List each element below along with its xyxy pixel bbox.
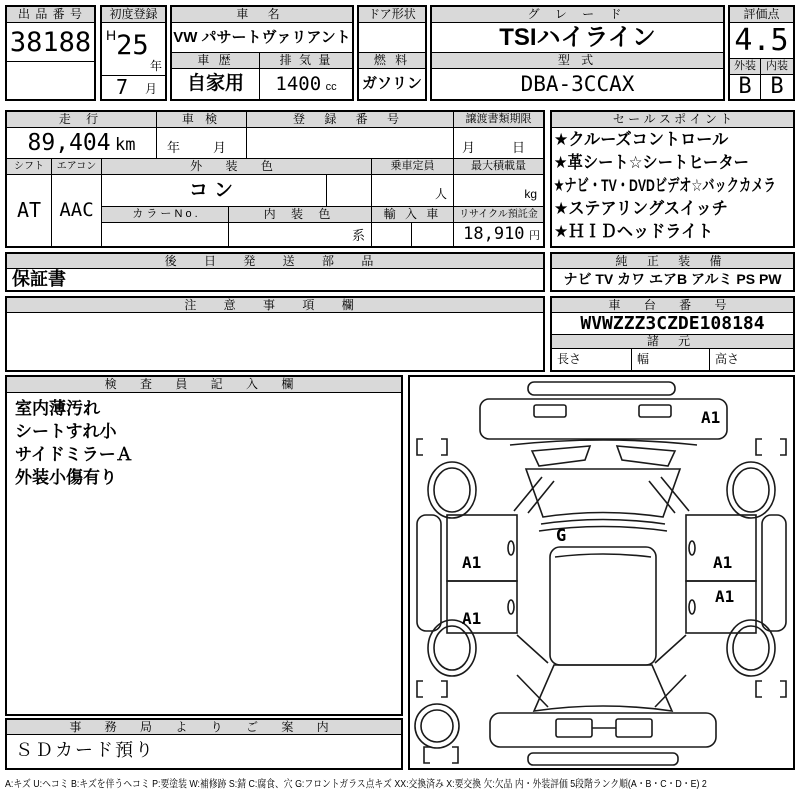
inspector-line-3: サイドミラーＡ [15, 445, 133, 464]
history-value: 自家用 [172, 69, 260, 99]
sales-point-2: ★革シート☆シートヒーター [553, 153, 749, 172]
model-code-value: DBA-3CCAX [520, 72, 635, 96]
grade-box [430, 5, 725, 101]
aircon-value: AAC [52, 175, 102, 246]
first-reg-year: 25 [116, 30, 149, 61]
first-reg-month: 7 [116, 76, 129, 99]
recycle-deposit-value [454, 223, 543, 246]
exterior-color-extra-cell [327, 175, 372, 207]
rear-bumper [490, 713, 716, 747]
recycle-deposit-unit: 円 [529, 230, 540, 242]
displacement-label: 排 気 量 [260, 53, 352, 69]
car-name-label: 車 名 [172, 7, 352, 23]
aircon-label: エアコン [52, 159, 102, 175]
door-handle-left-front [508, 541, 514, 555]
sales-point-5: ★ＨＩＤヘッドライト [553, 222, 714, 241]
c-pillar-left [517, 635, 548, 707]
fuel-value: ガソリン [361, 75, 422, 92]
first-reg-month-unit: 月 [144, 82, 157, 96]
inspection-value: 年 月 [157, 128, 247, 159]
rear-bumper-strip [528, 753, 678, 765]
windshield [526, 469, 680, 517]
door-shape-label: ドア形状 [359, 7, 425, 23]
chassis-no-label: 車 台 番 号 [552, 298, 793, 313]
first-reg-label: 初度登録 [102, 7, 165, 23]
inspector-line-4: 外装小傷有り [15, 468, 117, 487]
corner-bracket-right [756, 681, 786, 697]
sales-point-1: ★クルーズコントロール [553, 130, 729, 149]
auction-no-extra [7, 62, 94, 99]
inspector-box [5, 375, 403, 716]
specs-length: 長さ [552, 349, 632, 370]
auction-no-label: 出 品 番 号 [7, 7, 94, 23]
windshield-base-line-1 [541, 520, 665, 525]
main-grid-box [5, 110, 545, 248]
license-plate-left [556, 719, 592, 737]
mark-left-rear-door: A1 [462, 609, 482, 628]
score-box [728, 5, 795, 101]
office-notice-label: 事 務 局 よ り ご 案 内 [7, 720, 401, 735]
spare-tire [415, 704, 459, 748]
door-handle-left-rear [508, 600, 514, 614]
transfer-deadline-label: 譲渡書類期限 [454, 112, 543, 128]
recycle-deposit-label: リサイクル預託金 [454, 207, 543, 223]
inspector-line-1: 室内薄汚れ [15, 399, 100, 418]
mirror-bracket-right [756, 439, 786, 455]
front-bumper [528, 382, 675, 395]
score-label: 評価点 [730, 7, 793, 23]
sill-left [417, 515, 441, 631]
mileage-value [7, 128, 157, 159]
inspection-label: 車 検 [157, 112, 247, 128]
mileage-number: 89,404 [27, 130, 111, 156]
door-left-rear [447, 581, 517, 633]
corner-bracket-bottom-left [424, 747, 458, 763]
cowl-line [510, 440, 697, 445]
mark-right-rear-door: A1 [715, 587, 735, 606]
registration-no-label: 登 録 番 号 [247, 112, 454, 128]
door-handle-right-front [689, 541, 695, 555]
specs-width: 幅 [632, 349, 710, 370]
car-damage-diagram [410, 377, 793, 768]
rear-window [534, 665, 672, 711]
door-shape-value [359, 23, 425, 53]
chassis-no-value: WVWZZZ3CZDE108184 [580, 313, 765, 334]
inspector-label: 検 査 員 記 入 欄 [7, 377, 401, 393]
equipment-box [550, 252, 795, 292]
headlight-right [639, 405, 671, 417]
import-car-cell-1 [372, 223, 412, 246]
import-car-cell-2 [412, 223, 454, 246]
color-no-label: カ ラ ー N o . [102, 207, 229, 223]
car-outline [415, 382, 786, 765]
notes-value [7, 313, 543, 370]
office-notice-value: ＳＤカード預り [15, 740, 155, 760]
import-car-label: 輸 入 車 [372, 207, 454, 223]
roof-panel [550, 547, 656, 665]
sales-point-4: ★ステアリングスイッチ [553, 199, 728, 218]
exterior-color-value: コン [102, 175, 327, 207]
notes-box [5, 296, 545, 372]
capacity-value: 人 [372, 175, 454, 207]
wiper-right [617, 446, 675, 466]
hood-panel [480, 399, 727, 439]
inspector-line-2: シートすれ小 [15, 422, 117, 441]
wheel-front-left [428, 462, 476, 518]
later-parts-box [5, 252, 545, 292]
later-parts-value: 保証書 [12, 269, 66, 289]
first-reg-era: H [106, 27, 117, 43]
max-load-label: 最大積載量 [454, 159, 543, 175]
displacement-number: 1400 [275, 73, 322, 95]
capacity-label: 乗車定員 [372, 159, 454, 175]
damage-diagram-box [408, 375, 795, 770]
mileage-label: 走 行 [7, 112, 157, 128]
car-name-value: VW パサートヴァリアント [172, 23, 352, 53]
displacement-value [260, 69, 352, 99]
first-reg-box [100, 5, 167, 101]
auction-no-value: 38188 [7, 23, 94, 62]
transfer-deadline-value: 月 日 [454, 128, 543, 159]
mirror-bracket-left [417, 439, 447, 455]
sales-points-label: セ ー ル ス ポ イ ン ト [552, 112, 793, 128]
corner-bracket-left [417, 681, 447, 697]
first-reg-month-cell [102, 76, 165, 99]
roof-front-line [555, 554, 651, 557]
interior-color-value: 系 [229, 223, 372, 246]
auction-no-box [5, 5, 96, 101]
notes-label: 注 意 事 項 欄 [7, 298, 543, 313]
headlight-left [534, 405, 566, 417]
registration-no-value [247, 128, 454, 159]
exterior-label: 外装 [730, 59, 761, 75]
exterior-color-label: 外 装 色 [102, 159, 372, 175]
first-reg-year-cell [102, 23, 165, 76]
interior-color-label: 内 装 色 [229, 207, 372, 223]
wheel-rear-left [428, 620, 476, 676]
equipment-value: ナビ TV カワ エアB アルミ PS PW [563, 271, 782, 287]
door-handle-right-rear [689, 600, 695, 614]
shift-value: AT [7, 175, 52, 246]
door-left-front [447, 515, 517, 581]
a-pillar-left [514, 477, 554, 513]
a-pillar-right [649, 477, 689, 513]
office-notice-box [5, 718, 403, 770]
mark-left-front-door: A1 [462, 553, 482, 572]
interior-label: 内装 [761, 59, 793, 75]
shift-label: シフト [7, 159, 52, 175]
sales-points-box [550, 110, 795, 248]
wheel-front-right [727, 462, 775, 518]
sales-point-3: ★ナビ・TV・DVDビデオ☆バックカメラ [553, 176, 776, 195]
interior-grade: B [770, 75, 784, 99]
wiper-left [532, 446, 590, 466]
wheel-rear-right [727, 620, 775, 676]
max-load-value: kg [454, 175, 543, 207]
exterior-grade: B [730, 75, 761, 99]
mark-right-front-door: A1 [713, 553, 733, 572]
fuel-label: 燃 料 [359, 53, 425, 69]
score-value: 4.5 [730, 23, 793, 59]
specs-label: 諸 元 [552, 334, 793, 349]
displacement-unit: cc [325, 81, 337, 93]
door-shape-box [357, 5, 427, 101]
first-reg-year-unit: 年 [149, 59, 162, 73]
mark-front-right-fender: A1 [701, 408, 721, 427]
model-code-label: 型 式 [432, 53, 723, 69]
chassis-box [550, 296, 795, 372]
grade-value: TSIハイライン [432, 23, 723, 53]
legend-line: A:キズ U:ヘコミ B:キズを伴うヘコミ P:要塗装 W:補修跡 S:錆 C:腐食、穴 G:フロントガラス点キズ XX:交換済み X:要交換 欠:欠品 内・外装評価 5段階ランク順(A・B・C・D・E) 2 [5, 778, 707, 790]
mark-front-glass: G [556, 526, 567, 546]
c-pillar-right [655, 635, 686, 707]
car-name-box [170, 5, 354, 101]
sill-right [762, 515, 786, 631]
recycle-deposit-number: 18,910 [463, 224, 525, 244]
specs-height: 高さ [715, 352, 740, 366]
color-no-value [102, 223, 229, 246]
mileage-unit: km [115, 135, 136, 155]
grade-label: グ レ ー ド [432, 7, 723, 23]
equipment-label: 純 正 装 備 [552, 254, 793, 269]
license-plate-right [616, 719, 652, 737]
later-parts-label: 後 日 発 送 部 品 [7, 254, 543, 269]
history-label: 車 歴 [172, 53, 260, 69]
